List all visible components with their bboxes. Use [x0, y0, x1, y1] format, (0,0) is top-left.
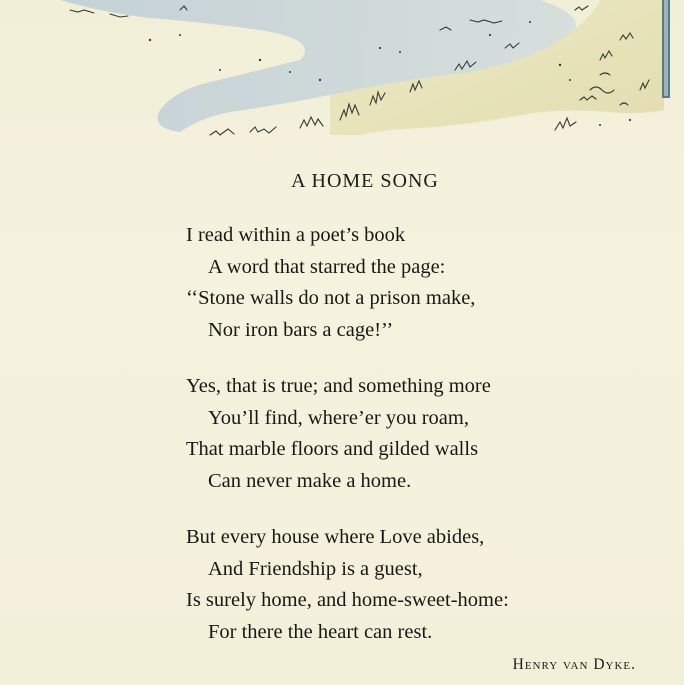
stanza: [186, 522, 509, 648]
poem-line: That marble floors and gilded walls: [186, 438, 479, 460]
poem-body: [186, 220, 509, 673]
poem-line: But every house where Love abides,: [186, 526, 485, 548]
poem-line: For there the heart can rest.: [208, 620, 433, 643]
stanza: [186, 371, 509, 497]
poem-line: Is surely home, and home-sweet-home:: [186, 589, 509, 611]
stanza: [186, 220, 509, 346]
poem-line: Can never make a home.: [208, 469, 412, 492]
poem-line: I read within a poet’s book: [186, 224, 406, 246]
landscape-illustration: [0, 0, 684, 150]
author-attribution: Henry van Dyke.: [512, 656, 636, 673]
poem-line: Yes, that is true; and something more: [186, 375, 491, 397]
poem-line: ‘‘Stone walls do not a prison make,: [186, 287, 476, 309]
poem-line: You’ll find, where’er you roam,: [208, 406, 469, 429]
poem-title: A HOME SONG: [291, 170, 439, 192]
poem-line: A word that starred the page:: [208, 255, 446, 278]
poem-line: Nor iron bars a cage!’’: [208, 318, 394, 341]
poem-line: And Friendship is a guest,: [208, 557, 423, 580]
